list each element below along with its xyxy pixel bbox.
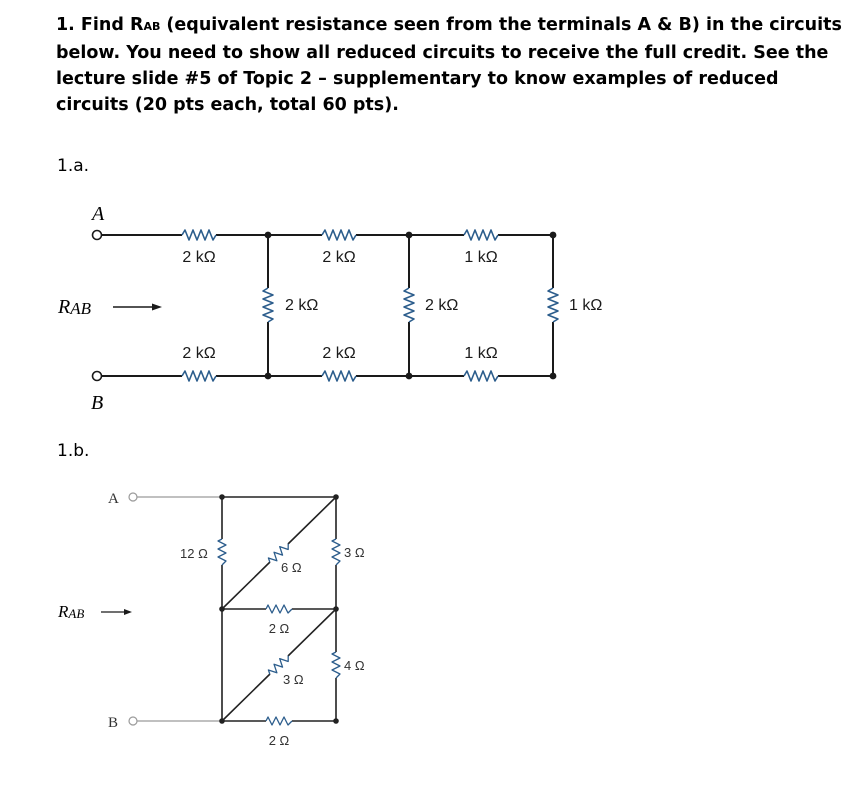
rab-a-arrowhead — [152, 304, 162, 311]
resistor-a-top1 — [182, 230, 216, 240]
terminal-b-label: B — [91, 392, 104, 414]
circuit-a — [57, 203, 602, 414]
question-text-before: Find R — [80, 15, 144, 35]
circuit-b-leads — [137, 497, 222, 721]
terminal-a-circle — [93, 231, 102, 240]
resistor-a-top2 — [322, 230, 356, 240]
value-b-4: 4 Ω — [344, 658, 365, 673]
circuit-b-wires — [222, 497, 336, 721]
resistor-b-4 — [332, 652, 340, 678]
value-a-top1: 2 kΩ — [182, 249, 216, 266]
rab-b-arrowhead — [124, 609, 132, 615]
terminal-b-a-circle — [129, 493, 137, 501]
resistor-b-2a — [266, 605, 292, 613]
value-b-3b: 3 Ω — [283, 672, 304, 687]
rab-b-label: RAB — [58, 602, 85, 621]
resistor-b-3a — [332, 539, 340, 565]
value-a-bot3: 1 kΩ — [464, 345, 498, 362]
resistor-a-bot1 — [182, 371, 216, 381]
part-a-label: 1.a. — [57, 156, 90, 176]
value-a-bot2: 2 kΩ — [322, 345, 356, 362]
terminal-b-b-circle — [129, 717, 137, 725]
part-b-label: 1.b. — [57, 441, 90, 461]
question-text-after: (equivalent resistance seen from the terminals A & B) in the circuits below. You need to show all reduced circuits to receive the full credit. See the lecture slide #5 of Topic 2 – supplementary to know examples of reduced circuits (20 pts each, total 60 pts). — [56, 15, 842, 115]
value-a-top3: 1 kΩ — [464, 249, 498, 266]
resistor-a-top3 — [464, 230, 498, 240]
value-b-3a: 3 Ω — [344, 545, 365, 560]
terminal-b-a-label: A — [108, 491, 119, 507]
value-a-vert3: 1 kΩ — [569, 297, 603, 314]
resistor-a-vert3 — [548, 288, 558, 322]
value-a-vert1: 2 kΩ — [285, 297, 319, 314]
circuit-a-resistors — [182, 230, 558, 381]
value-b-2a: 2 Ω — [268, 621, 290, 636]
question-subscript: AB — [143, 20, 161, 33]
value-b-2b: 2 Ω — [268, 733, 290, 748]
resistor-b-12 — [218, 539, 226, 565]
question-number: 1. — [56, 15, 75, 35]
value-a-top2: 2 kΩ — [322, 249, 356, 266]
resistor-a-vert1 — [263, 288, 273, 322]
circuit-b — [57, 491, 365, 748]
resistor-a-bot3 — [464, 371, 498, 381]
terminal-b-circle — [93, 372, 102, 381]
rab-a-label: RAB — [58, 296, 91, 318]
value-b-12: 12 Ω — [180, 546, 208, 561]
value-a-bot1: 2 kΩ — [182, 345, 216, 362]
terminal-b-b-label: B — [108, 715, 119, 731]
terminal-a-label: A — [92, 203, 105, 225]
resistor-a-bot2 — [322, 371, 356, 381]
value-b-6: 6 Ω — [281, 560, 302, 575]
value-a-vert2: 2 kΩ — [425, 297, 459, 314]
resistor-b-2b — [266, 717, 292, 725]
resistor-a-vert2 — [404, 288, 414, 322]
